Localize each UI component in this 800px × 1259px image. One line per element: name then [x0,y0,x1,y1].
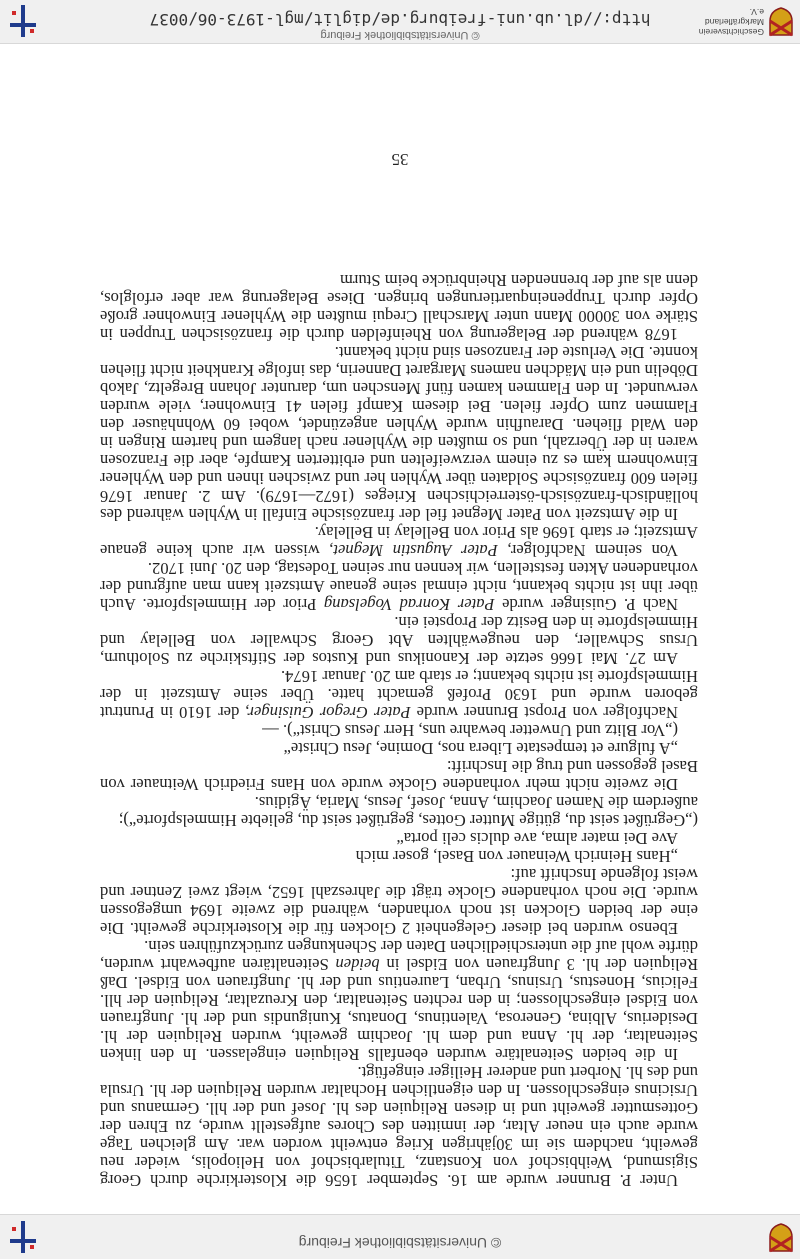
header-copyright: © Universitätsbibliothek Freiburg [298,1235,502,1251]
paragraph-5: Nachfolger von Propst Brunner wurde Pater Gregor Guisinger, der 1610 in Pruntrut geboren wurde und 1630 Profeß gemacht hatte. Über seine Amtszeit in der Himmelspforte ist nichts bekannt; er starb am 20. Januar 1674. [100,667,698,722]
inscription-line-2: Ave Dei mater alma, ave dulcis celi porta“ [396,829,678,848]
inscription-line-4: („Vor Blitz und Unwetter bewahre uns, Herr Jesus Christ“). — [262,721,678,740]
paragraph-2: In die beiden Seitenaltäre wurden ebenfalls Reliquien eingelassen. In den linken Seitenaltar, der hl. Anna und dem hl. Joachim geweiht, wurden Reliquien der hl. Desiderius, Albina, Generosa, Valentinus, Donatus, Kunigundis und der hl. Jungfrauen von Eidsel eingeschlossen; in den rechten Seitenaltar, den Kreuzaltar, Reliquien der hll. Felicius, Honestus, Ursinus, Urban, Laurentius und der hl. Jungfrauen von Eidsel. Daß Reliquien der hl. 3 Jungfrauen von Eidsel in beiden Seitenaltären aufbewahrt wurden, dürfte wohl auf die unterschiedlichen Daten der Schenkungen zurückzuführen sein. [99,937,698,1064]
paragraph-4: Die zweite nicht mehr vorhandene Glocke wurde von Hans Friedrich Weitnauer von Basel gegossen und trug die Inschrift: [100,757,698,794]
paragraph-6: Am 27. Mai 1666 setzte der Kanonikus und Kustos der Stiftskirche zu Solothurn, Ursus Schwaller, den neugewählten Abt Georg Schwaller von Bellelay und Himmelspforte in den Besitz der Propstei ein. [100,613,698,668]
permalink-url[interactable]: http://dl.ub.uni-freiburg.de/diglit/mgl-1973-06/0037 [149,10,651,29]
footer-copyright: © Universitätsbibliothek Freiburg [320,29,480,41]
inscription-line-1: „Hans Heinrich Weinauer von Basel, goser mich [355,847,678,866]
paragraph-7: Nach P. Guisinger wurde Pater Konrad Vogelsang Prior der Himmelspforte. Auch über ihn ist nichts bekannt, nicht einmal seine genaue Amtszeit kann man aufgrund der vorhandenen Akten feststellen, wir kennen nur seinen Todestag, den 20. Juni 1702. [99,559,698,614]
paragraph-8: Von seinem Nachfolger, Pater Augustin Megnet, wissen wir auch keine genaue Amtszeit; er starb 1696 als Prior von Bellelay in Bellelay. [100,523,698,560]
library-logo-icon [8,1221,38,1253]
paragraph-1: Unter P. Brunner wurde am 16. September 1656 die Klosterkirche durch Georg Sigismund, Weihbischof von Konstanz, Titularbischof von Heliopolis, wieder neu geweiht, nachdem sie im 30jährigen Krieg entweiht worden war. Am gleichen Tage wurde auch ein neuer Altar, der inmitten des Chores aufgestellt wurde, zu Ehren der Gottesmutter geweiht und in diesen Reliquien des hl. Josef und der hll. Germanus und Ursicinus eingeschlossen. In den eigentlichen Hochaltar wurden Reliquien der hl. Ursula und des hl. Norbert und anderer Heiliger eingefügt. [100,1063,698,1190]
inscription-translation: („Gegrüßet seist du, gütige Mutter Gottes, gegrüßet seist du, geliebte Himmelspforte“); [118,811,698,830]
viewer-footer [0,0,800,44]
inscription-names: außerdem die Namen Joachim, Anna, Josef, Jesus, Maria, Ägidius. [254,793,698,812]
page-text [100,271,698,1189]
paragraph-10: 1678 während der Belagerung von Rheinfelden durch die französischen Truppen in Stärke von 30000 Mann unter Marschall Crequi mußten die Wyhlener Einwohner große Opfer durch Truppeneinquartierungen bringen. Diese Belagerung war aber erfolglos, denn als auf der brennenden Rheinbrücke beim Sturm [100,271,698,344]
viewer-header [0,1214,800,1259]
paragraph-9: In die Amtszeit von Pater Megnet fiel der französische Einfall in Wyhlen während des holländisch-französisch-österreichischen Krieges (1672—1679). Am 2. Januar 1676 fielen 600 französische Soldaten über Wyhlen her und zwischen ihnen und den Wyhlener Einwohnern kam es zu einem verzweifelten und erbitterten Kampfe, aber die Franzosen waren in der Überzahl, und so mußten die Wyhlener nach langem und hartem Ringen in den Wald fliehen. Daraufhin wurde Wyhlen angezündet, wobei 60 Wohnhäuser den Flammen zum Opfer fielen. Bei diesem Kampf fielen 41 Einwohner, viele wurden verwundet. In den Flammen kamen fünf Menschen um, darunter Johann Bregeltz, Jakob Döbelin und ein Mädchen namens Margaret Dannerin, das infolge Krankheit nicht fliehen konnte. Die Verluste der Franzosen sind nicht bekannt. [100,343,698,524]
inscription-line-3: „A fulgure et tempestate Libera nos, Domine, Jesu Christe“ [283,739,678,758]
paragraph-3: Ebenso wurden bei dieser Gelegenheit 2 Glocken für die Klosterkirche geweiht. Die eine der beiden Glocken ist noch vorhanden, während die zweite 1694 umgegossen wurde. Die noch vorhandene Glocke trägt die Jahreszahl 1652, wiegt zwei Zentner und weist folgende Inschrift auf: [100,865,698,938]
library-logo-icon [8,5,38,37]
society-name: Geschichtsverein Markgräflerland e.V. [698,7,764,37]
page-number: 35 [391,150,409,169]
